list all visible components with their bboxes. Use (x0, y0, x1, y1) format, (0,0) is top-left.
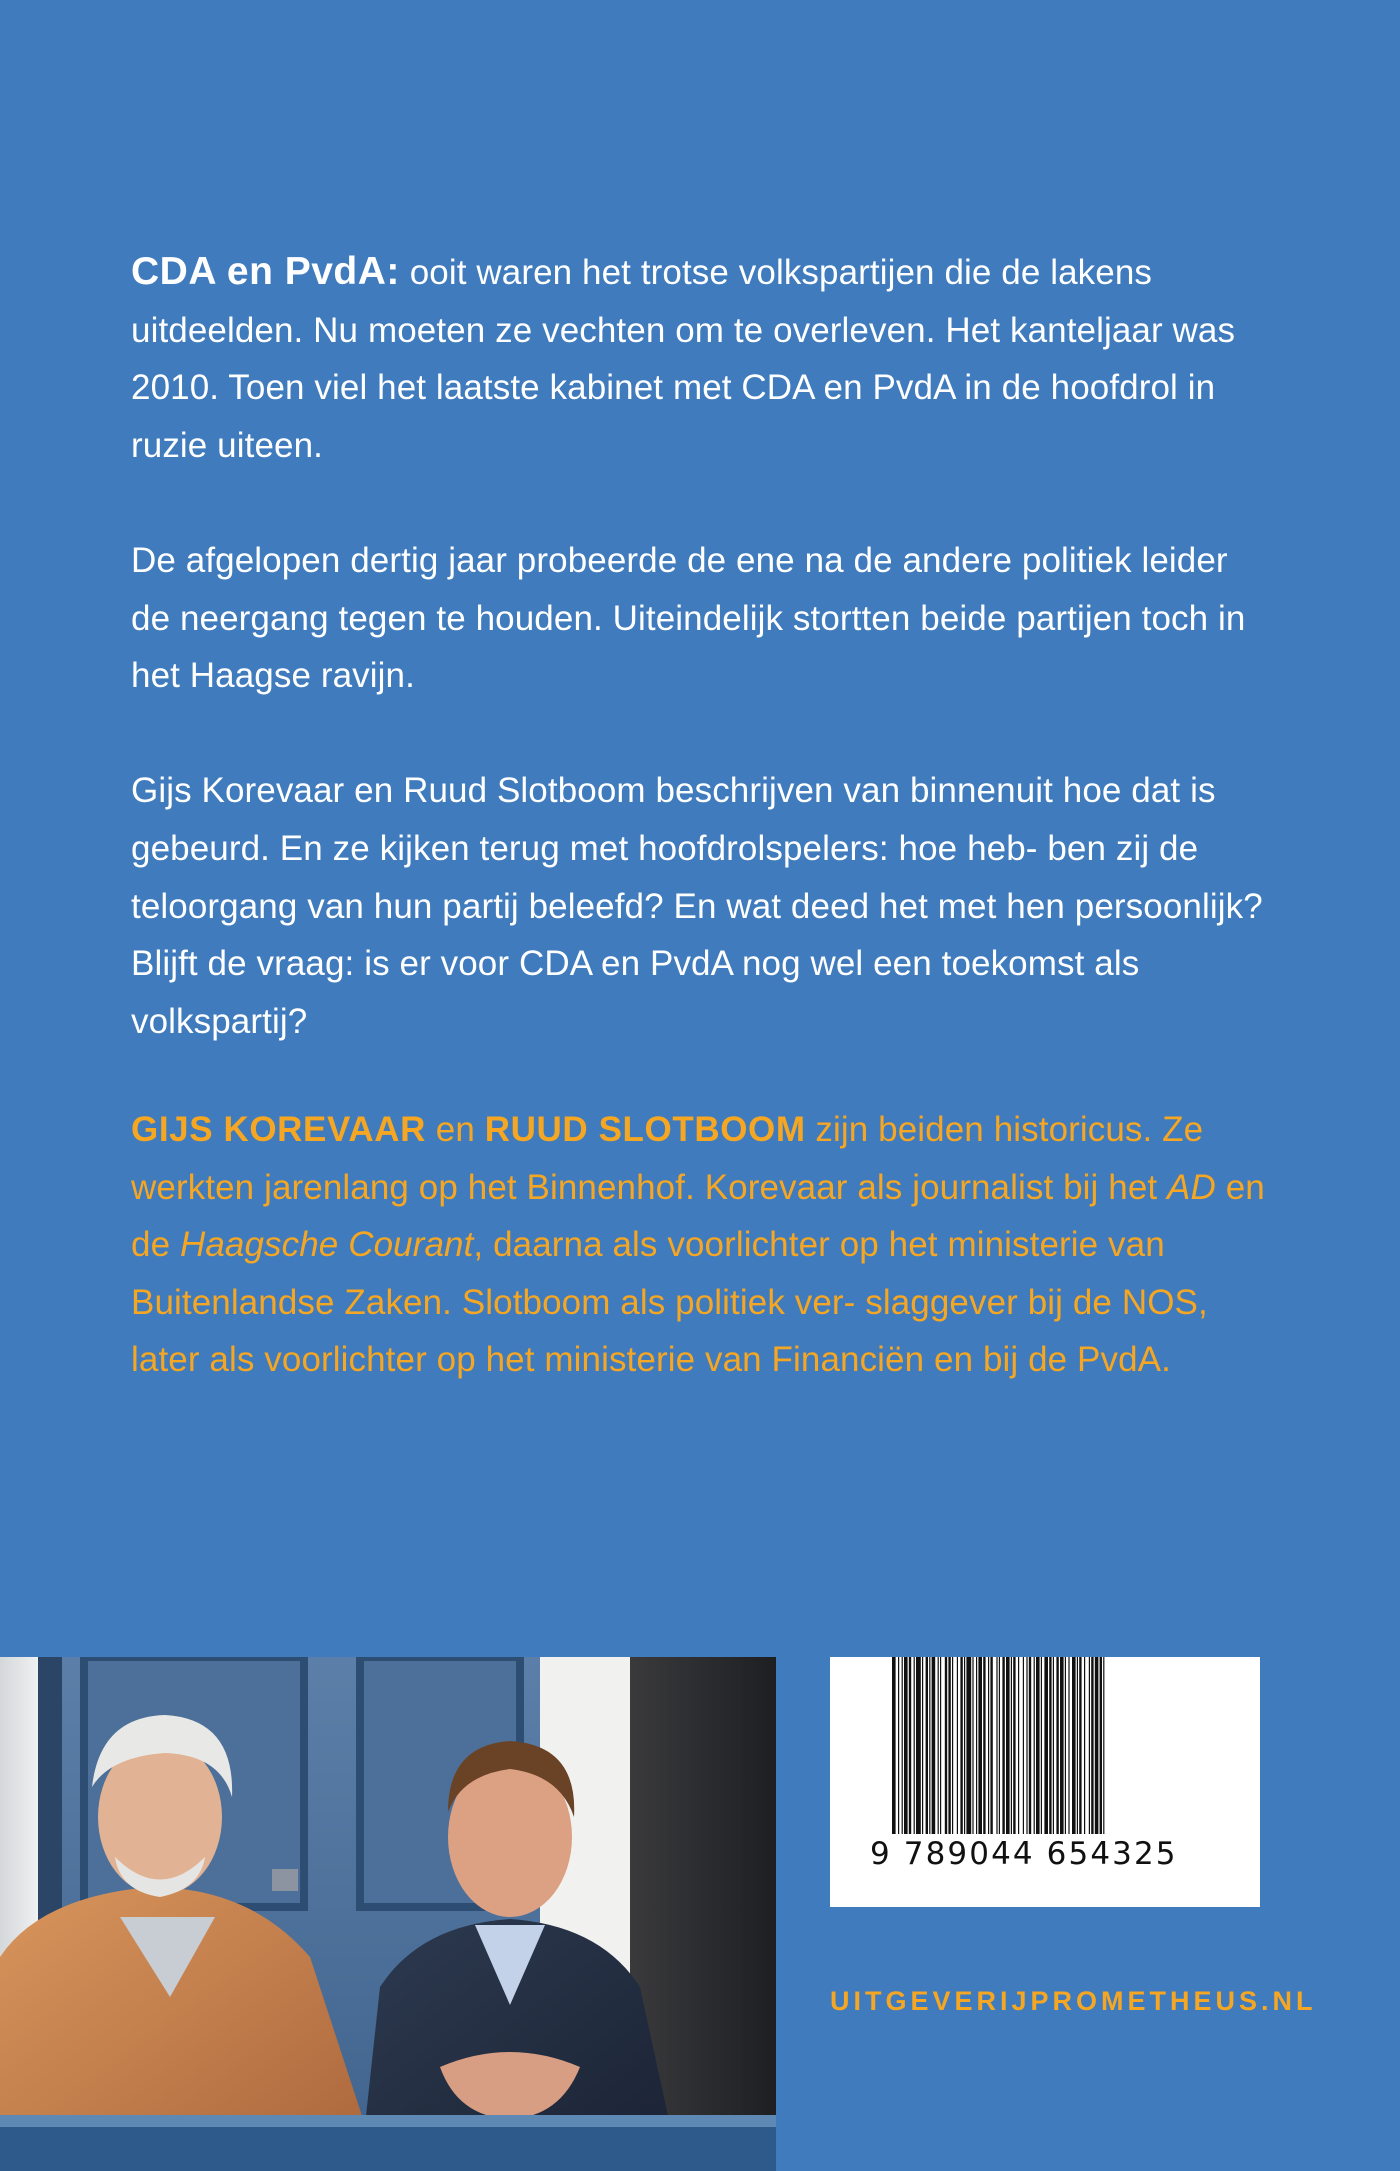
barcode-bar (938, 1657, 939, 1843)
barcode-bar (1034, 1657, 1035, 1843)
bio-conjunction: en (425, 1110, 485, 1149)
barcode-bar (1095, 1657, 1099, 1851)
barcode-bar (1065, 1657, 1066, 1843)
barcode-bar (1068, 1657, 1069, 1843)
barcode-bar (1053, 1657, 1054, 1843)
barcode-bar (1041, 1657, 1042, 1843)
barcode-bar (1103, 1657, 1104, 1851)
authors-photo (0, 1657, 776, 2171)
description-paragraph-2: De afgelopen dertig jaar probeerde de ene na de andere politiek leider de neergang tegen te houden. Uiteindelijk stortten beide partijen toch in het Haagse ravijn. (131, 540, 1246, 696)
bio-text-3: , daarna als voorlichter op het ministerie van Buitenlandse Zaken. Slotboom als politiek ver- slaggever bij de NOS, later als voorlichter op het ministerie van Financiën en bij de PvdA. (131, 1225, 1208, 1380)
barcode-panel (830, 1657, 1260, 1907)
barcode-bar (1006, 1657, 1010, 1843)
barcode-bar (1002, 1657, 1004, 1843)
barcode-bar (988, 1657, 989, 1843)
publisher-website[interactable]: UITGEVERIJPROMETHEUS.NL (830, 1986, 1317, 2016)
barcode-bar (983, 1657, 985, 1843)
barcode-bar (966, 1657, 971, 1843)
barcode-bar (1044, 1657, 1048, 1843)
barcode-bar (904, 1657, 908, 1843)
barcode-bar (1011, 1657, 1012, 1843)
barcode-bar (945, 1657, 947, 1843)
author-name-1: GIJS KOREVAAR (131, 1110, 426, 1149)
barcode-bar (996, 1657, 997, 1843)
barcode-bar (952, 1657, 953, 1843)
barcode-bars (892, 1657, 1198, 1851)
author-name-2: RUUD SLOTBOOM (484, 1110, 806, 1149)
barcode-bar (914, 1657, 915, 1843)
barcode-bar (964, 1657, 965, 1843)
barcode-bar (1013, 1657, 1015, 1843)
publication-haagsche-courant: Haagsche Courant (179, 1225, 474, 1265)
barcode-bar (1018, 1657, 1019, 1843)
barcode-bar (1079, 1657, 1081, 1843)
description-lead-label: CDA en PvdA: (131, 250, 400, 293)
barcode-bar (1029, 1657, 1031, 1843)
barcode-bar (948, 1657, 950, 1843)
bio-text-2: en de (131, 1167, 1265, 1265)
description-paragraph-3: Gijs Korevaar en Ruud Slotboom beschrijven van binnenuit hoe dat is gebeurd. En ze kijken terug met hoofdrolspelers: hoe heb- ben zij de teloorgang van hun partij beleefd? En wat deed het met hen persoonlijk? Blijft de vraag: is er voor CDA en PvdA nog wel een toekomst als volkspartij? (131, 771, 1263, 1041)
barcode-bar (932, 1657, 936, 1843)
barcode-bar (1084, 1657, 1085, 1843)
bio-text-1: zijn beiden historicus. Ze werkten jarenlang op het Binnenhof. Korevaar als journalist bij het (131, 1110, 1204, 1207)
barcode-bar (1072, 1657, 1076, 1843)
barcode-bar (960, 1657, 962, 1843)
description-lead-text: ooit waren het trotse volkspartijen die de lakens uitdeelden. Nu moeten ze vechten om te overleven. Het kanteljaar was 2010. Toen viel het laatste kabinet met CDA en PvdA in de hoofdrol in ruzie uiteen. (131, 253, 1236, 465)
author-bio-block (131, 1101, 1266, 1447)
barcode-number: 9 789044 654325 (870, 1834, 1220, 1874)
author-bio-paragraph (131, 1101, 1266, 1389)
barcode-bar (909, 1657, 911, 1843)
barcode-bar (1100, 1657, 1102, 1851)
barcode-bar (1023, 1657, 1024, 1843)
barcode-bar (926, 1657, 928, 1843)
barcode-bar (1056, 1657, 1058, 1843)
authors-photo-illustration (0, 1657, 776, 2171)
description-paragraph-1 (131, 243, 1266, 474)
barcode-bar (976, 1657, 977, 1843)
barcode-bar (898, 1657, 899, 1851)
barcode-bar (940, 1657, 941, 1843)
barcode-bar (1026, 1657, 1027, 1843)
barcode-bar (1077, 1657, 1078, 1843)
barcode-bar (999, 1657, 1000, 1843)
barcode-bar (990, 1657, 992, 1843)
barcode-bar (902, 1657, 903, 1851)
barcode-bar (957, 1657, 958, 1843)
barcode-bar (1089, 1657, 1090, 1843)
barcode-bar (1049, 1657, 1051, 1843)
barcode-bar (929, 1657, 930, 1843)
description-block (131, 243, 1266, 1108)
barcode-bar (892, 1657, 896, 1851)
publication-ad: AD (1167, 1167, 1216, 1207)
barcode-bar (922, 1657, 923, 1843)
barcode-bar (916, 1657, 921, 1843)
barcode-bar (1036, 1657, 1040, 1843)
barcode-bar (1060, 1657, 1064, 1843)
barcode-bar (978, 1657, 982, 1843)
barcode-bar (972, 1657, 973, 1843)
barcode-bar (1091, 1657, 1093, 1843)
